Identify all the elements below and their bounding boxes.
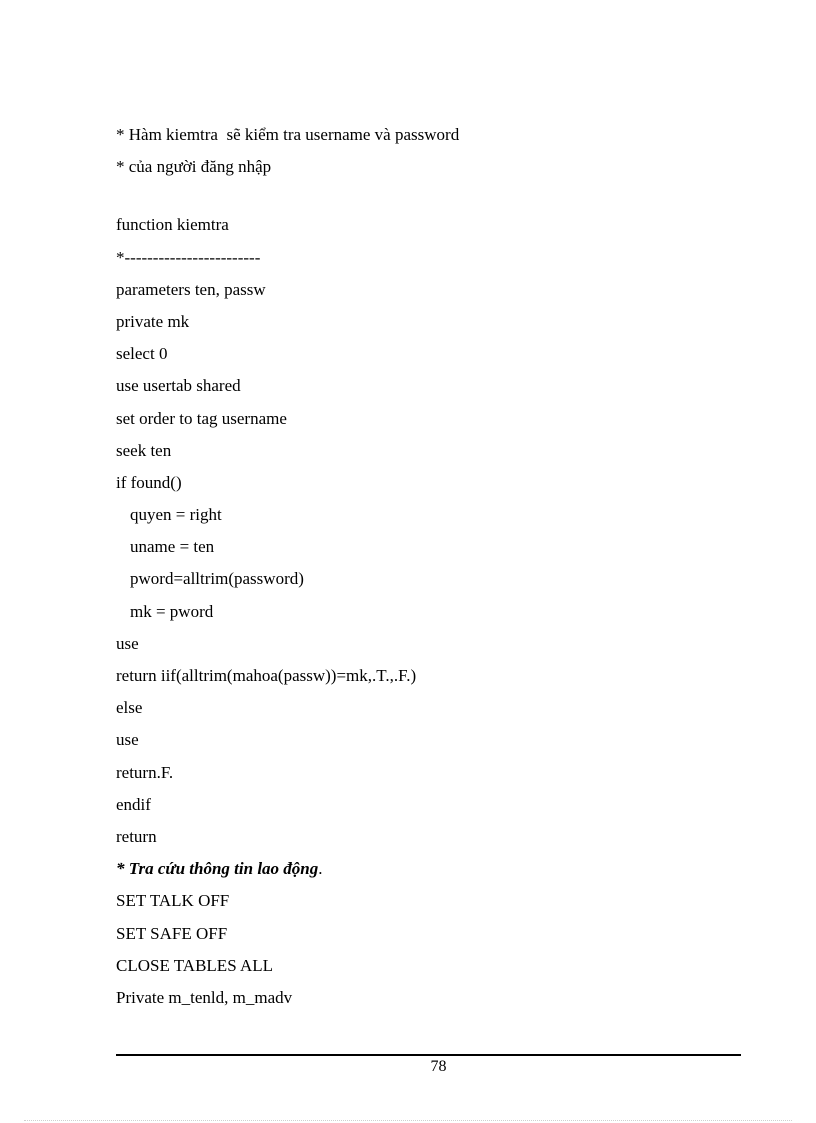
code-line: return	[116, 826, 157, 846]
indented-code-line: quyen = right	[130, 505, 222, 525]
code-line: Private m_tenld, m_madv	[116, 987, 293, 1007]
comment-line: * của người đăng nhập	[116, 157, 272, 177]
code-line: CLOSE TABLES ALL	[116, 955, 274, 975]
code-line: endif	[116, 794, 151, 814]
code-line: *------------------------	[116, 247, 261, 267]
code-line: use usertab shared	[116, 376, 241, 396]
code-line: function kiemtra	[116, 215, 229, 235]
section-heading-text: * Tra cứu thông tin lao động	[116, 859, 319, 879]
page-number: 78	[430, 1058, 447, 1075]
indented-code-line: mk = pword	[130, 601, 214, 621]
comment-line: * Hàm kiemtra sẽ kiểm tra username và password	[116, 125, 460, 144]
code-line: use	[116, 633, 139, 653]
code-line: return.F.	[116, 762, 174, 782]
code-line: use	[116, 730, 139, 750]
code-line: seek ten	[116, 440, 172, 460]
code-line: set order to tag username	[116, 408, 287, 428]
indented-code-line: uname = ten	[130, 537, 215, 557]
code-line: private mk	[116, 311, 190, 331]
code-line: select 0	[116, 344, 168, 364]
code-line: parameters ten, passw	[116, 279, 266, 299]
code-line: if found()	[116, 472, 182, 492]
code-listing	[116, 119, 756, 1014]
code-line: SET SAFE OFF	[116, 923, 228, 943]
code-line: SET TALK OFF	[116, 891, 230, 911]
section-heading-period: .	[318, 859, 323, 879]
code-line: else	[116, 698, 143, 718]
section-heading	[116, 853, 756, 885]
code-line: return iif(alltrim(mahoa(passw))=mk,.T.,.F.)	[116, 666, 417, 685]
indented-code-line: pword=alltrim(password)	[130, 569, 304, 589]
page-edge-divider	[24, 1120, 792, 1121]
blank-line	[116, 183, 756, 209]
footer-divider	[116, 1054, 741, 1056]
